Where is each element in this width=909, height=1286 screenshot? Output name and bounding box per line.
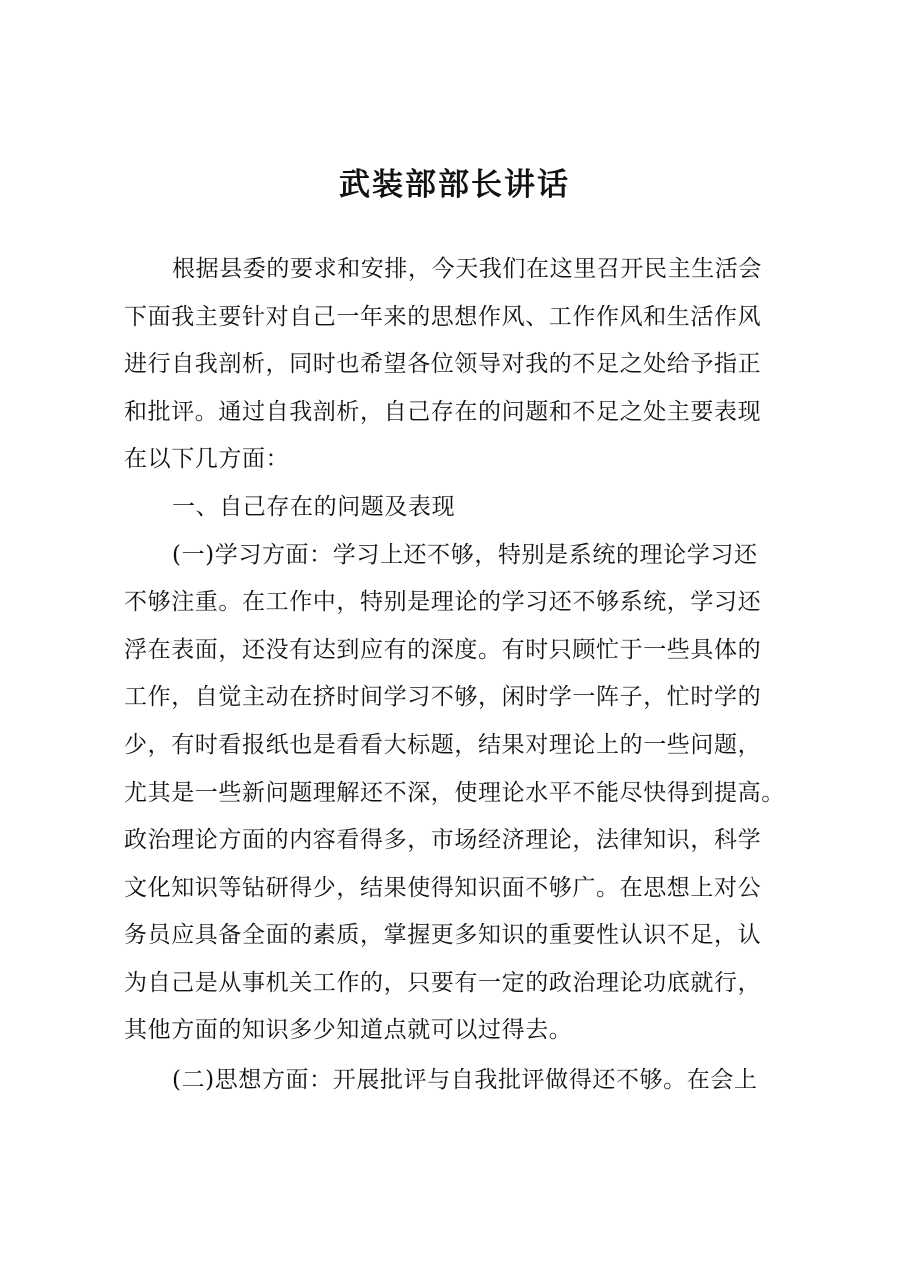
paragraph-line: (二)思想方面：开展批评与自我批评做得还不够。在会上 bbox=[172, 1067, 758, 1093]
paragraph-line: 下面我主要针对自己一年来的思想作风、工作作风和生活作风 bbox=[124, 304, 762, 330]
paragraph-line: 为自己是从事机关工作的，只要有一定的政治理论功底就行， bbox=[124, 970, 762, 996]
paragraph-line: 务员应具备全面的素质，掌握更多知识的重要性认识不足，认 bbox=[124, 922, 762, 948]
paragraph-line: 少，有时看报纸也是看看大标题，结果对理论上的一些问题， bbox=[124, 732, 762, 758]
paragraph-line: 进行自我剖析，同时也希望各位领导对我的不足之处给予指正 bbox=[124, 351, 762, 377]
document-title: 武装部部长讲话 bbox=[339, 167, 570, 203]
paragraph-line: 工作，自觉主动在挤时间学习不够，闲时学一阵子，忙时学的 bbox=[124, 684, 762, 710]
paragraph-line: 根据县委的要求和安排，今天我们在这里召开民主生活会 bbox=[172, 256, 762, 282]
paragraph-line: 尤其是一些新问题理解还不深，使理论水平不能尽快得到提高。 bbox=[124, 780, 785, 806]
paragraph-line: 政治理论方面的内容看得多，市场经济理论，法律知识，科学 bbox=[124, 827, 762, 853]
paragraph-line: (一)学习方面：学习上还不够，特别是系统的理论学习还 bbox=[172, 542, 758, 568]
paragraph-line: 浮在表面，还没有达到应有的深度。有时只顾忙于一些具体的 bbox=[124, 637, 762, 663]
paragraph-line: 文化知识等钻研得少，结果使得知识面不够广。在思想上对公 bbox=[124, 875, 762, 901]
paragraph-line: 其他方面的知识多少知道点就可以过得去。 bbox=[124, 1017, 573, 1043]
paragraph-line: 在以下几方面： bbox=[124, 446, 290, 472]
section-heading: 一、自己存在的问题及表现 bbox=[172, 494, 456, 520]
paragraph-line: 和批评。通过自我剖析，自己存在的问题和不足之处主要表现 bbox=[124, 399, 762, 425]
paragraph-line: 不够注重。在工作中，特别是理论的学习还不够系统，学习还 bbox=[124, 589, 762, 615]
